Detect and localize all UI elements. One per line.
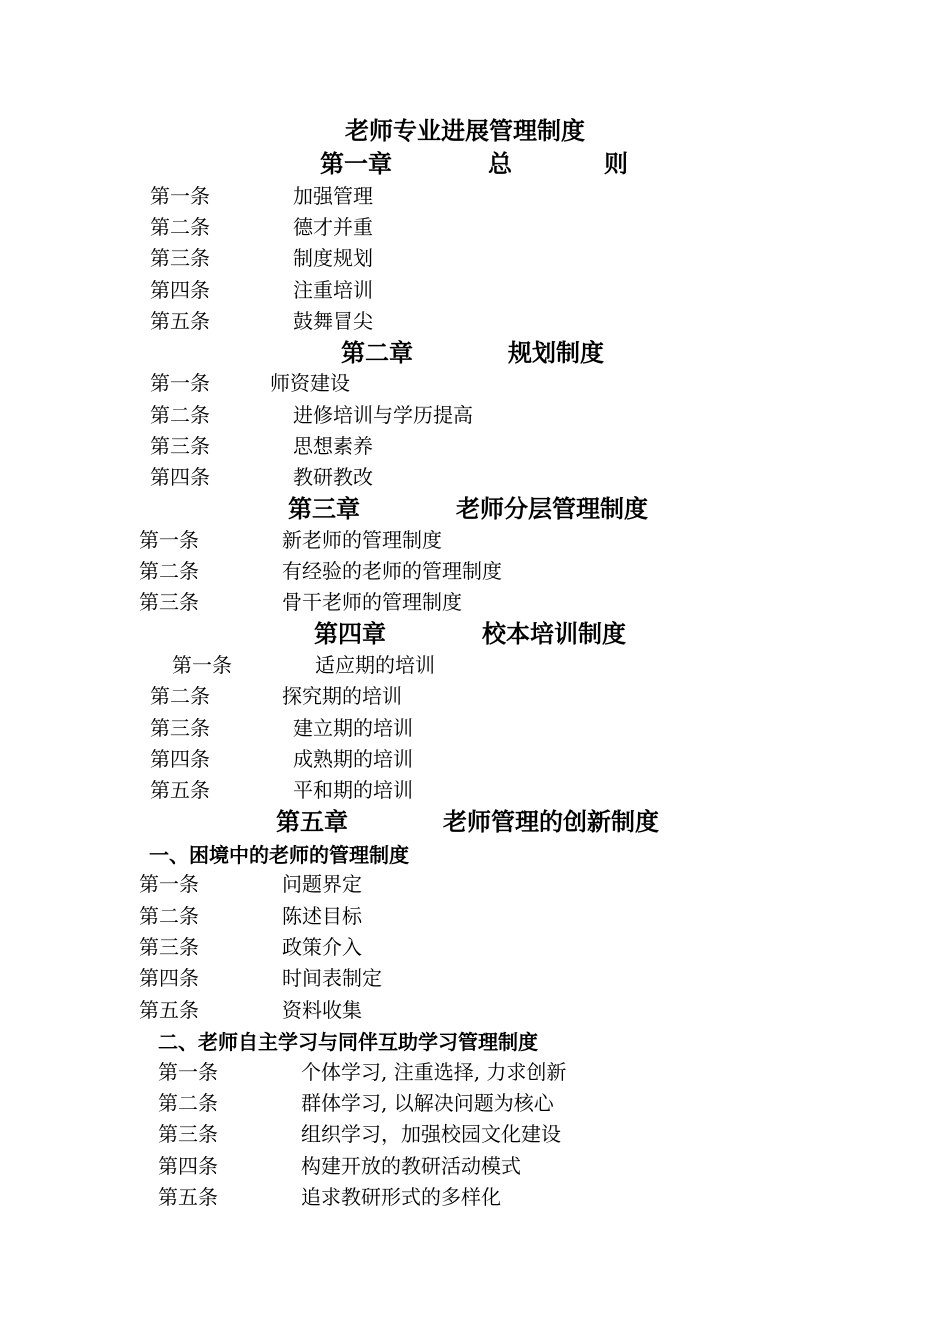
article-number: 第四条 xyxy=(158,1154,218,1178)
chapter-5-name: 老师管理的创新制度 xyxy=(443,808,659,836)
chapter-1-number: 第一章 xyxy=(320,150,392,178)
article-number: 第四条 xyxy=(150,465,210,489)
article-text: 教研教改 xyxy=(293,465,373,489)
chapter-4-name: 校本培训制度 xyxy=(482,620,626,648)
article-number: 第三条 xyxy=(139,935,199,959)
article-number: 第二条 xyxy=(150,684,210,708)
article-number: 第五条 xyxy=(158,1185,218,1209)
article-text: 陈述目标 xyxy=(282,904,362,928)
article-text: 问题界定 xyxy=(282,872,362,896)
article-text: 建立期的培训 xyxy=(293,716,413,740)
article-text: 成熟期的培训 xyxy=(293,747,413,771)
article-text: 追求教研形式的多样化 xyxy=(301,1185,501,1209)
article-text: 制度规划 xyxy=(293,246,373,270)
article-text: 平和期的培训 xyxy=(293,778,413,802)
section-heading: 二、老师自主学习与同伴互助学习管理制度 xyxy=(158,1030,538,1054)
article-number: 第四条 xyxy=(139,966,199,990)
article-number: 第一条 xyxy=(150,371,210,395)
article-text: 个体学习, 注重选择, 力求创新 xyxy=(301,1060,567,1084)
article-number: 第一条 xyxy=(158,1060,218,1084)
chapter-3-name: 老师分层管理制度 xyxy=(456,495,648,523)
article-number: 第三条 xyxy=(139,590,199,614)
article-text: 有经验的老师的管理制度 xyxy=(282,559,502,583)
chapter-1-name: 总 xyxy=(488,150,512,178)
article-number: 第四条 xyxy=(150,278,210,302)
article-number: 第五条 xyxy=(150,309,210,333)
article-text: 鼓舞冒尖 xyxy=(293,309,373,333)
chapter-2-name: 规划制度 xyxy=(508,339,604,367)
article-text: 注重培训 xyxy=(293,278,373,302)
chapter-4-number: 第四章 xyxy=(314,620,386,648)
article-text: 骨干老师的管理制度 xyxy=(282,590,462,614)
article-number: 第一条 xyxy=(150,184,210,208)
article-text: 新老师的管理制度 xyxy=(282,528,442,552)
chapter-5-number: 第五章 xyxy=(276,808,348,836)
article-text: 加强管理 xyxy=(293,184,373,208)
article-text: 资料收集 xyxy=(282,998,362,1022)
article-text: 群体学习, 以解决问题为核心 xyxy=(301,1091,554,1115)
article-number: 第五条 xyxy=(150,778,210,802)
chapter-3-number: 第三章 xyxy=(288,495,360,523)
article-text: 政策介入 xyxy=(282,935,362,959)
article-number: 第四条 xyxy=(150,747,210,771)
chapter-1-name-suffix: 则 xyxy=(604,150,628,178)
article-number: 第三条 xyxy=(150,434,210,458)
article-number: 第一条 xyxy=(139,872,199,896)
article-number: 第二条 xyxy=(139,559,199,583)
article-number: 第三条 xyxy=(150,716,210,740)
article-text: 师资建设 xyxy=(270,371,350,395)
chapter-2-number: 第二章 xyxy=(341,339,413,367)
article-number: 第二条 xyxy=(150,215,210,239)
article-number: 第二条 xyxy=(139,904,199,928)
article-number: 第三条 xyxy=(150,246,210,270)
article-number: 第二条 xyxy=(150,403,210,427)
article-text: 构建开放的教研活动模式 xyxy=(301,1154,521,1178)
article-text: 组织学习，加强校园文化建设 xyxy=(301,1122,561,1146)
document-title: 老师专业进展管理制度 xyxy=(345,117,585,145)
article-text: 思想素养 xyxy=(293,434,373,458)
section-heading: 一、困境中的老师的管理制度 xyxy=(149,843,409,867)
article-number: 第五条 xyxy=(139,998,199,1022)
article-number: 第三条 xyxy=(158,1122,218,1146)
article-text: 时间表制定 xyxy=(282,966,382,990)
article-number: 第一条 xyxy=(139,528,199,552)
article-text: 德才并重 xyxy=(293,215,373,239)
article-text: 适应期的培训 xyxy=(315,653,435,677)
article-text: 探究期的培训 xyxy=(282,684,402,708)
article-number: 第二条 xyxy=(158,1091,218,1115)
article-text: 进修培训与学历提高 xyxy=(293,403,473,427)
article-number: 第一条 xyxy=(172,653,232,677)
